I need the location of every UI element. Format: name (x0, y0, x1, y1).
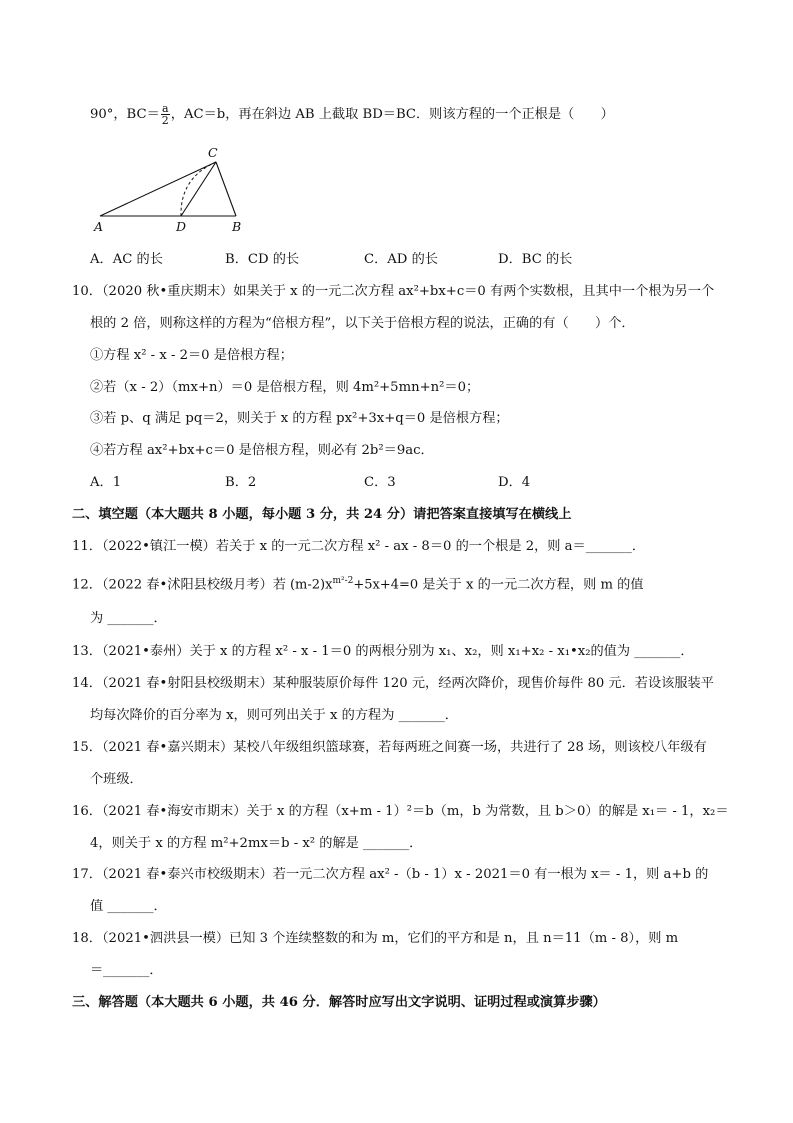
q9-fraction (161, 103, 170, 126)
q10-option-b: B．2 (225, 475, 257, 490)
q18-line1: 18．（2021•泗洪县一模）已知 3 个连续整数的和为 m，它们的平方和是 n，且 n＝11（m - 8），则 m (72, 931, 679, 946)
section-2-heading: 二、填空题（本大题共 8 小题，每小题 3 分，共 24 分）请把答案直接填写在横线上 (72, 507, 572, 522)
q12-line1 (72, 572, 644, 594)
q10-option-c: C．3 (364, 475, 396, 490)
q10-item-4: ④若方程 ax²+bx+c＝0 是倍根方程，则必有 2b²＝9ac． (90, 443, 434, 458)
q10-option-d: D．4 (498, 475, 531, 490)
q9-option-c: C．AD 的长 (364, 252, 438, 267)
q15-line2: 个班级． (90, 772, 143, 787)
q9-text-prefix: 90°，BC＝ (90, 107, 160, 122)
q9-option-a: A．AC 的长 (90, 252, 163, 267)
q12-formula-base: (m-2)x (289, 577, 333, 593)
q10-item-2: ②若（x - 2）（mx+n）＝0 是倍根方程，则 4m²+5mn+n²＝0； (90, 380, 480, 395)
q9-option-d: D．BC 的长 (498, 252, 573, 267)
q9-text-suffix: ，AC＝b，再在斜边 AB 上截取 BD＝BC．则该方程的一个正根是（ ） (170, 107, 614, 122)
q14-line2: 均每次降价的百分率为 x，则可列出关于 x 的方程为 _______． (90, 708, 458, 723)
label-c: C (208, 145, 218, 160)
label-d: D (176, 219, 187, 234)
label-b: B (232, 219, 242, 234)
q12-formula-exponent: m²-2 (332, 576, 354, 586)
q9-triangle-figure (88, 142, 258, 234)
q12-line2: 为 _______． (90, 611, 167, 626)
q13: 13．（2021•泰州）关于 x 的方程 x² - x - 1＝0 的两根分别为 x₁、x₂，则 x₁+x₂ - x₁•x₂的值为 _______． (72, 644, 694, 659)
q9-option-b: B．CD 的长 (225, 252, 300, 267)
q9-line1 (90, 103, 614, 126)
q12-prefix: 12．（2022 春•沭阳县校级月考）若 (72, 577, 286, 593)
q14-line1: 14．（2021 春•射阳县校级期末）某种服装原价每件 120 元，经两次降价，现售价每件 80 元．若设该服装平 (72, 676, 714, 691)
label-a: A (94, 219, 104, 234)
q12-suffix: 是关于 x 的一元二次方程，则 m 的值 (422, 577, 644, 593)
segment-bc (216, 162, 236, 216)
q10-line2: 根的 2 倍，则称这样的方程为“倍根方程”，以下关于倍根方程的说法，正确的有（ ）个． (90, 316, 635, 331)
q11: 11．（2022•镇江一模）若关于 x 的一元二次方程 x² - ax - 8＝0 的一个根是 2，则 a＝_______． (72, 539, 646, 554)
q10-item-1: ①方程 x² - x - 2＝0 是倍根方程； (90, 348, 293, 363)
q15-line1: 15．（2021 春•嘉兴期末）某校八年级组织篮球赛，若每两班之间赛一场，共进行了 28 场，则该校八年级有 (72, 740, 707, 755)
q9-fraction-denominator: 2 (161, 114, 169, 127)
q18-line2: ＝_______． (90, 963, 163, 978)
q12-formula (290, 572, 418, 594)
q10-line1: 10．（2020 秋•重庆期末）如果关于 x 的一元二次方程 ax²+bx+c＝0 有两个实数根，且其中一个根为另一个 (72, 284, 715, 299)
q10-item-3: ③若 p、q 满足 pq＝2，则关于 x 的方程 px²+3x+q＝0 是倍根方程； (90, 411, 509, 426)
q16-line1: 16．（2021 春•海安市期末）关于 x 的方程（x+m - 1）²＝b（m，b 为常数，且 b＞0）的解是 x₁＝ - 1，x₂＝ (72, 804, 729, 819)
q12-formula-tail: +5x+4=0 (353, 577, 419, 593)
q17-line2: 值 _______． (90, 899, 167, 914)
q10-option-a: A．1 (90, 475, 122, 490)
section-3-heading: 三、解答题（本大题共 6 小题，共 46 分．解答时应写出文字说明、证明过程或演算步骤） (72, 995, 606, 1010)
q9-fraction-numerator: a (162, 102, 169, 115)
q17-line1: 17．（2021 春•泰兴市校级期末）若一元二次方程 ax² -（b - 1）x - 2021＝0 有一根为 x＝ - 1，则 a+b 的 (72, 867, 709, 882)
q16-line2: 4，则关于 x 的方程 m²+2mx＝b - x² 的解是 _______． (90, 836, 423, 851)
